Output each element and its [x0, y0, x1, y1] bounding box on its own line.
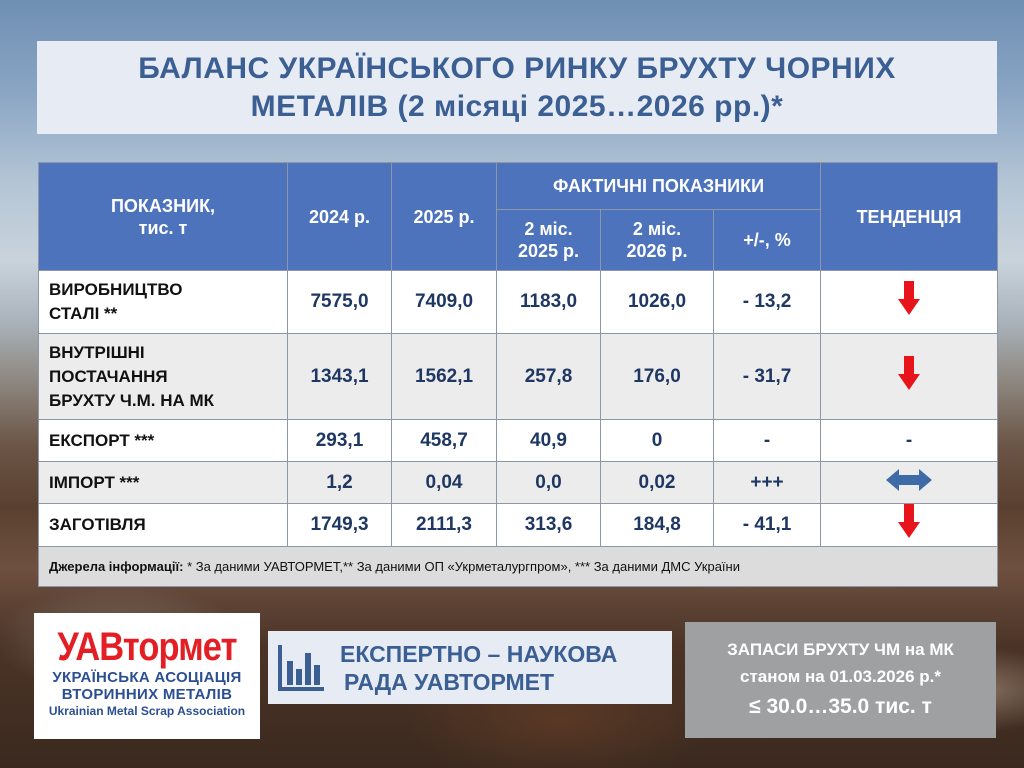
header-indicator: ПОКАЗНИК, тис. т	[39, 163, 288, 271]
cell-trend: -	[821, 420, 998, 462]
association-logo	[34, 613, 260, 739]
cell-change: +++	[714, 462, 821, 504]
cell-change: - 41,1	[714, 504, 821, 547]
table-row	[39, 271, 998, 334]
logo-line-1: УКРАЇНСЬКА АСОЦІАЦІЯ	[52, 669, 242, 686]
arrow-down-icon	[898, 356, 920, 392]
cell-2024: 7575,0	[288, 271, 392, 334]
balance-table	[38, 162, 998, 587]
cell-trend	[821, 271, 998, 334]
cell-2025: 1562,1	[392, 334, 497, 420]
row-label: ЕКСПОРТ ***	[39, 420, 288, 462]
row-label: ІМПОРТ ***	[39, 462, 288, 504]
cell-2m-2026: 184,8	[601, 504, 714, 547]
logo-line-2: ВТОРИННИХ МЕТАЛІВ	[61, 686, 233, 703]
table-row	[39, 420, 998, 462]
logo-wordmark: УАВтормет	[57, 625, 237, 669]
arrow-down-icon	[898, 281, 920, 317]
cell-2m-2026: 0	[601, 420, 714, 462]
council-line-2: РАДА УАВТОРМЕТ	[344, 668, 555, 695]
cell-trend	[821, 462, 998, 504]
cell-2024: 1,2	[288, 462, 392, 504]
cell-2025: 458,7	[392, 420, 497, 462]
cell-2m-2026: 176,0	[601, 334, 714, 420]
row-label: ВИРОБНИЦТВО СТАЛІ **	[39, 271, 288, 334]
row-label: ЗАГОТІВЛЯ	[39, 504, 288, 547]
cell-2024: 1343,1	[288, 334, 392, 420]
cell-trend	[821, 334, 998, 420]
table-row	[39, 504, 998, 547]
header-trend: ТЕНДЕНЦІЯ	[821, 163, 998, 271]
cell-2m-2025: 0,0	[497, 462, 601, 504]
row-label: ВНУТРІШНІ ПОСТАЧАННЯ БРУХТУ Ч.М. НА МК	[39, 334, 288, 420]
header-actual: ФАКТИЧНІ ПОКАЗНИКИ	[497, 163, 821, 210]
cell-2m-2025: 257,8	[497, 334, 601, 420]
header-2m-2025: 2 міс. 2025 р.	[497, 210, 601, 271]
stock-line-1: ЗАПАСИ БРУХТУ ЧМ на МК	[727, 640, 954, 659]
expert-council-banner	[268, 631, 672, 704]
table-row	[39, 462, 998, 504]
cell-change: -	[714, 420, 821, 462]
cell-2024: 293,1	[288, 420, 392, 462]
header-change: +/-, %	[714, 210, 821, 271]
cell-trend	[821, 504, 998, 547]
cell-2m-2025: 1183,0	[497, 271, 601, 334]
logo-line-3: Ukrainian Metal Scrap Association	[48, 704, 246, 718]
scrap-stock-box	[685, 622, 996, 738]
title-line-1: БАЛАНС УКРАЇНСЬКОГО РИНКУ БРУХТУ ЧОРНИХ	[138, 51, 896, 85]
cell-2m-2026: 1026,0	[601, 271, 714, 334]
council-line-1: ЕКСПЕРТНО – НАУКОВА	[340, 640, 618, 667]
cell-2025: 0,04	[392, 462, 497, 504]
cell-change: - 13,2	[714, 271, 821, 334]
header-2024: 2024 р.	[288, 163, 392, 271]
stock-line-2: станом на 01.03.2026 р.*	[740, 667, 941, 686]
sources-note: Джерела інформації: * За даними УАВТОРМЕТ,** За даними ОП «Укрметалургпром», *** За даними ДМС України	[39, 547, 998, 587]
bar-chart-icon	[276, 643, 326, 693]
title-banner	[37, 41, 997, 134]
arrow-down-icon	[898, 504, 920, 540]
table-row	[39, 334, 998, 420]
cell-2024: 1749,3	[288, 504, 392, 547]
header-2m-2026: 2 міс. 2026 р.	[601, 210, 714, 271]
cell-2m-2026: 0,02	[601, 462, 714, 504]
sources-row	[39, 547, 998, 587]
cell-change: - 31,7	[714, 334, 821, 420]
stock-value: ≤ 30.0…35.0 тис. т	[749, 695, 932, 718]
cell-2m-2025: 40,9	[497, 420, 601, 462]
cell-2025: 7409,0	[392, 271, 497, 334]
title-line-2: МЕТАЛІВ (2 місяці 2025…2026 рр.)*	[250, 89, 784, 123]
header-2025: 2025 р.	[392, 163, 497, 271]
cell-2025: 2111,3	[392, 504, 497, 547]
cell-2m-2025: 313,6	[497, 504, 601, 547]
double-arrow-icon	[886, 469, 932, 491]
